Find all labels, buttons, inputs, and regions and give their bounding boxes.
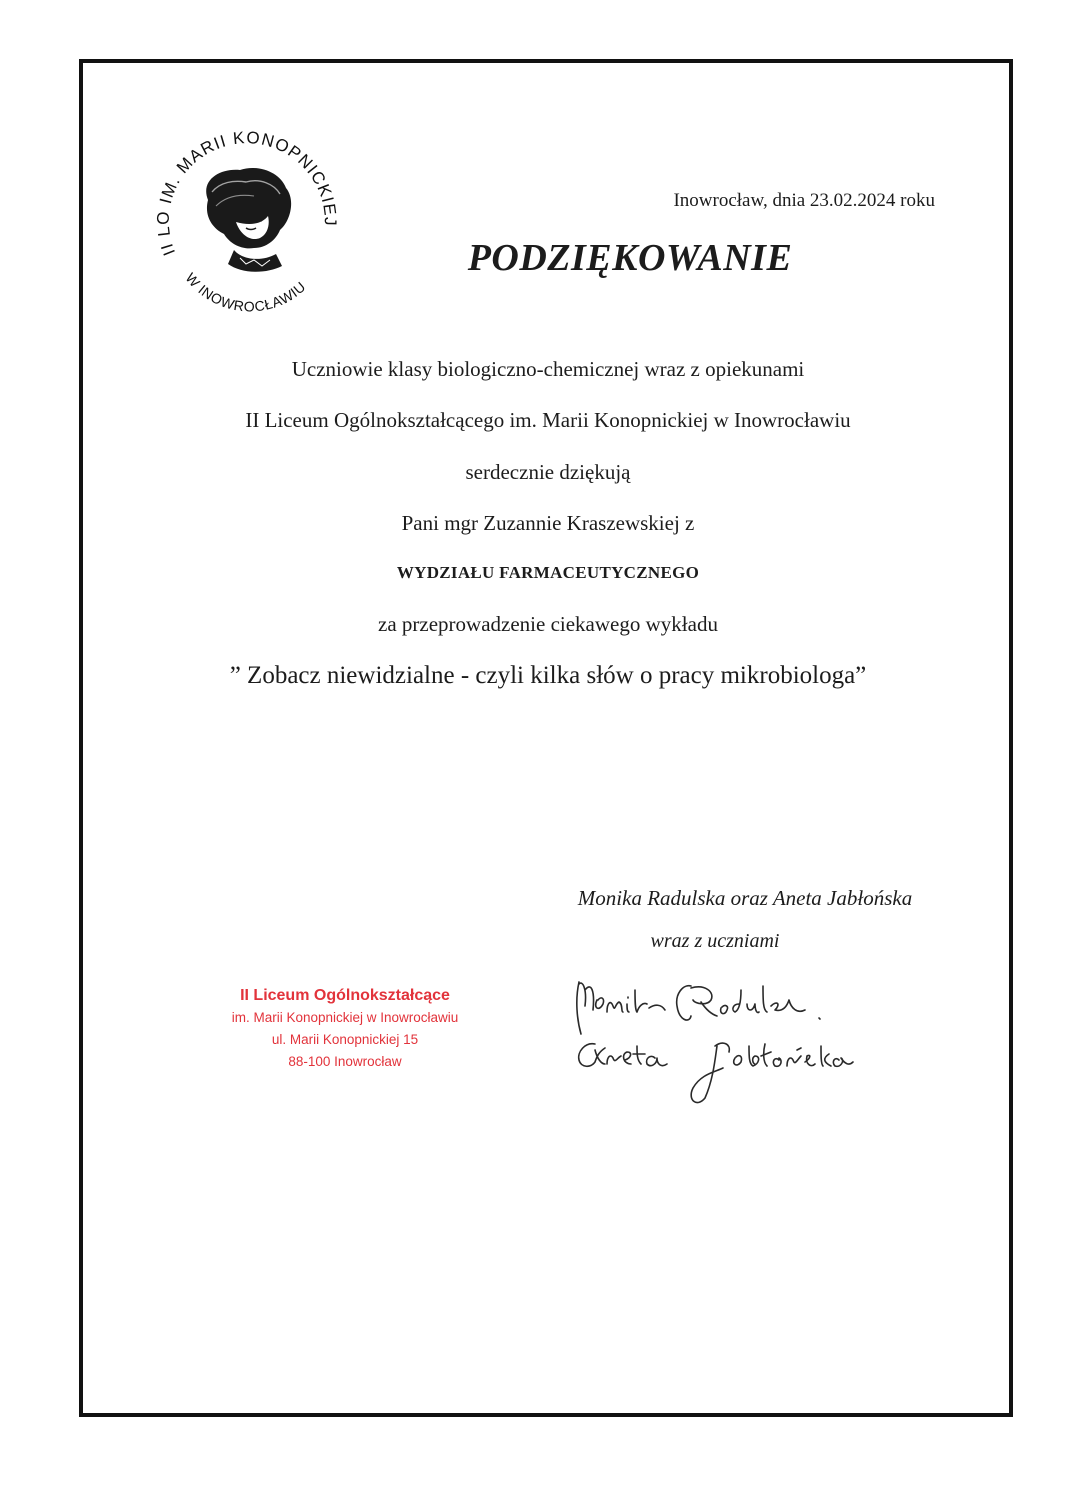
school-emblem-portrait-icon: [150, 130, 350, 320]
svg-text:W INOWROCŁAWIU: [182, 270, 308, 315]
school-stamp: [205, 985, 485, 1073]
body-line-students: Uczniowie klasy biologiczno-chemicznej wraz z opiekunami: [291, 357, 805, 381]
stamp-line-school: II Liceum Ogólnokształcące: [240, 987, 450, 1004]
signature-monika-radulska: [577, 982, 820, 1034]
body-line-faculty: WYDZIAŁU FARMACEUTYCZNEGO: [396, 563, 700, 582]
body-line-recipient: Pani mgr Zuzannie Kraszewskiej z: [401, 511, 695, 535]
signatory-with-students: wraz z uczniami: [650, 930, 780, 952]
body-line-lecture: za przeprowadzenie ciekawego wykładu: [378, 612, 718, 636]
school-emblem-logo: [150, 130, 350, 320]
body-line-school: II Liceum Ogólnokształcącego im. Marii Konopnickiej w Inowrocławiu: [245, 408, 851, 432]
document-date: Inowrocław, dnia 23.02.2024 roku: [673, 190, 935, 211]
logo-bottom-text: W INOWROCŁAWIU: [182, 269, 309, 315]
stamp-line-patron: im. Marii Konopnickiej w Inowrocławiu: [231, 1010, 459, 1025]
stamp-line-street: ul. Marii Konopnickiej 15: [271, 1032, 419, 1047]
signature-aneta-jablonska: [579, 1043, 853, 1102]
portrait-icon: [206, 168, 291, 272]
body-line-lecture-title: ” Zobacz niewidzialne - czyli kilka słów o pracy mikrobiologa”: [229, 662, 867, 689]
body-line-thanks: serdecznie dziękują: [465, 460, 631, 484]
signatory-names: Monika Radulska oraz Aneta Jabłońska: [577, 886, 913, 910]
document-title: PODZIĘKOWANIE: [467, 237, 793, 279]
stamp-line-city: 88-100 Inowrocław: [288, 1054, 402, 1069]
handwritten-signatures: [565, 960, 885, 1110]
logo-top-text: II LO IM. MARII KONOPNICKIEJ: [153, 130, 340, 259]
